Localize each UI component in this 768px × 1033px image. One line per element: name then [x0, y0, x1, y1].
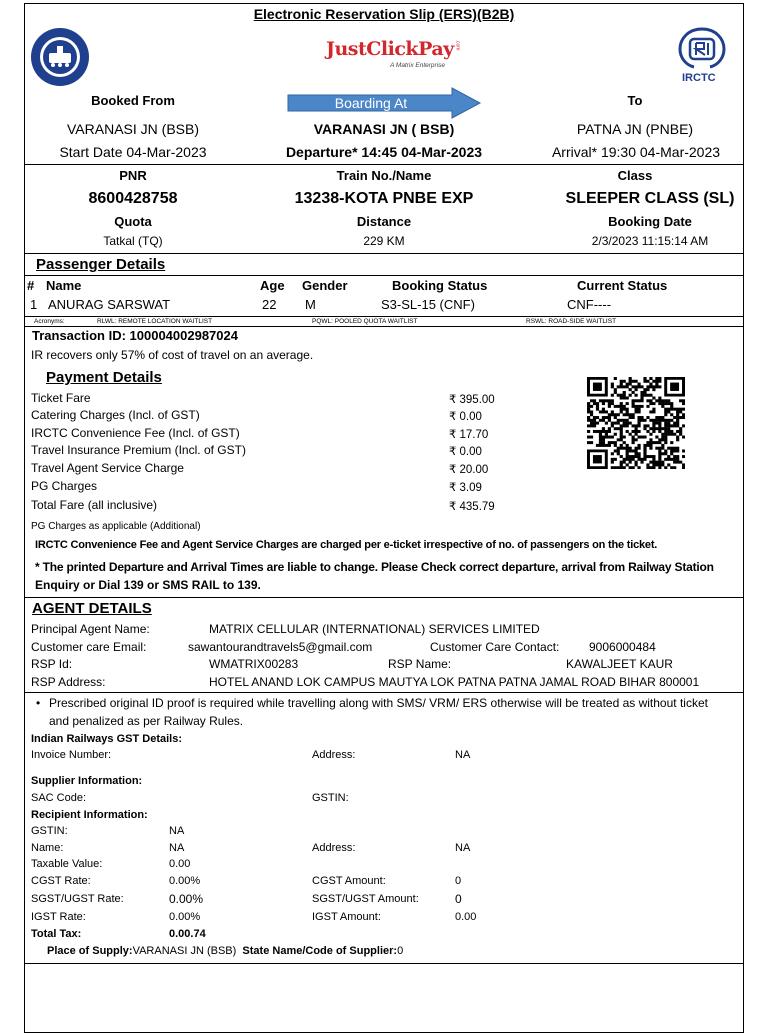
- fare-label-pg: PG Charges: [31, 479, 98, 493]
- passenger-booking-status: S3-SL-15 (CNF): [381, 297, 475, 312]
- fare-value-insurance: ₹ 0.00: [449, 446, 482, 458]
- fare-value-agent: ₹ 20.00: [449, 464, 489, 476]
- place-of-supply-value: VARANASI JN (BSB): [132, 945, 237, 957]
- qr-code-icon: [587, 377, 685, 469]
- justclickpay-logo: [326, 38, 461, 76]
- igst-rate-value: 0.00%: [169, 911, 201, 923]
- divider: [24, 164, 744, 165]
- supplier-gstin-label: GSTIN:: [312, 792, 349, 804]
- divider: [24, 326, 744, 327]
- rsp-address-value: HOTEL ANAND LOK CAMPUS MAUTYA LOK PATNA PATNA JAMAL ROAD BIHAR 800001: [209, 675, 700, 689]
- sac-code-label: SAC Code:: [31, 792, 87, 804]
- total-tax-label: Total Tax:: [31, 928, 82, 940]
- pnr-number: 8600428758: [88, 190, 178, 207]
- justclickpay-tagline: A Matrix Enterprise: [390, 62, 446, 69]
- distance-label: Distance: [356, 214, 412, 229]
- fare-label-convenience: IRCTC Convenience Fee (Incl. of GST): [31, 426, 240, 440]
- igst-amount-value: 0.00: [455, 911, 477, 923]
- col-name: Name: [46, 278, 82, 293]
- train-label: Train No./Name: [336, 168, 432, 183]
- recipient-address-value: NA: [455, 842, 471, 854]
- irctc-logo-text: IRCTC: [682, 72, 716, 84]
- bullet-icon: •: [36, 696, 41, 710]
- customer-contact-value: 9006000484: [589, 640, 656, 654]
- igst-amount-label: IGST Amount:: [312, 911, 381, 923]
- departure-time: Departure* 14:45 04-Mar-2023: [285, 144, 483, 160]
- principal-agent-label: Principal Agent Name:: [31, 622, 150, 636]
- cgst-rate-label: CGST Rate:: [31, 875, 91, 887]
- arrival-time: Arrival* 19:30 04-Mar-2023: [551, 144, 721, 160]
- justclickpay-suffix: .com: [454, 39, 461, 51]
- to-station: PATNA JN (PNBE): [576, 121, 694, 137]
- booking-date-value: 2/3/2023 11:15:14 AM: [591, 234, 709, 248]
- customer-email-value: sawantourandtravels5@gmail.com: [188, 640, 373, 654]
- sgst-amount-value: 0: [455, 892, 462, 906]
- pnr-label: PNR: [119, 168, 147, 183]
- fare-value-convenience: ₹ 17.70: [449, 429, 489, 441]
- id-proof-rule-line2: and penalized as per Railway Rules.: [49, 714, 244, 728]
- fare-label-total: Total Fare (all inclusive): [31, 498, 158, 512]
- col-num: #: [27, 278, 35, 293]
- fare-label-insurance: Travel Insurance Premium (Incl. of GST): [31, 443, 246, 457]
- sgst-amount-label: SGST/UGST Amount:: [312, 893, 419, 905]
- igst-rate-label: IGST Rate:: [31, 911, 86, 923]
- state-code-value: 0: [397, 945, 404, 957]
- principal-agent-value: MATRIX CELLULAR (INTERNATIONAL) SERVICES LIMITED: [209, 622, 540, 636]
- transaction-id: Transaction ID: 100004002987024: [32, 328, 238, 343]
- boarding-station: VARANASI JN ( BSB): [313, 121, 455, 137]
- divider: [24, 253, 744, 254]
- fare-value-total: ₹ 435.79: [449, 501, 495, 513]
- indian-railways-emblem-icon: [29, 26, 91, 88]
- fare-label-ticket: Ticket Fare: [31, 391, 91, 405]
- rsp-id-value: WMATRIX00283: [209, 657, 299, 671]
- customer-email-label: Customer care Email:: [31, 640, 147, 654]
- acronym-rswl: RSWL: ROAD-SIDE WAITLIST: [526, 318, 617, 325]
- rsp-id-label: RSP Id:: [31, 657, 73, 671]
- invoice-number-label: Invoice Number:: [31, 749, 112, 761]
- rsp-name-label: RSP Name:: [388, 657, 452, 671]
- quota-value: Tatkal (TQ): [103, 234, 163, 248]
- passenger-name: ANURAG SARSWAT: [48, 297, 171, 312]
- booked-from-label: Booked From: [91, 93, 175, 108]
- passenger-age: 22: [262, 297, 277, 312]
- cgst-rate-value: 0.00%: [169, 875, 201, 887]
- page-title: Electronic Reservation Slip (ERS)(B2B): [253, 6, 515, 22]
- timing-note-line2: Enquiry or Dial 139 or SMS RAIL to 139.: [35, 578, 261, 592]
- timing-note-line1: * The printed Departure and Arrival Times are liable to change. Please Check correct departure, arrival from Railway Station: [35, 560, 714, 574]
- recipient-address-label: Address:: [312, 842, 356, 854]
- quota-label: Quota: [114, 214, 152, 229]
- id-proof-rule-line1: Prescribed original ID proof is required while travelling along with SMS/ VRM/ ERS otherwise will be treated as without ticket: [49, 696, 708, 710]
- place-of-supply: [47, 945, 403, 957]
- fare-label-catering: Catering Charges (Incl. of GST): [31, 408, 200, 422]
- booking-date-label: Booking Date: [608, 214, 692, 229]
- divider: [24, 275, 744, 276]
- customer-contact-label: Customer Care Contact:: [430, 640, 560, 654]
- supplier-heading: Supplier Information:: [31, 775, 143, 787]
- agent-heading: AGENT DETAILS: [32, 600, 152, 617]
- passenger-gender: M: [305, 297, 316, 312]
- from-station: VARANASI JN (BSB): [67, 121, 199, 137]
- acronym-pqwl: PQWL: POOLED QUOTA WAITLIST: [312, 318, 418, 325]
- recipient-gstin-label: GSTIN:: [31, 825, 68, 837]
- sgst-rate-value: 0.00%: [169, 892, 204, 906]
- taxable-value-label: Taxable Value:: [31, 858, 103, 870]
- travel-class: SLEEPER CLASS (SL): [565, 190, 735, 207]
- recipient-name-label: Name:: [31, 842, 64, 854]
- col-booking-status: Booking Status: [392, 278, 488, 293]
- cgst-amount-value: 0: [455, 875, 462, 887]
- recipient-heading: Recipient Information:: [31, 809, 148, 821]
- rsp-name-value: KAWALJEET KAUR: [566, 657, 673, 671]
- passenger-current-status: CNF----: [567, 297, 612, 312]
- total-tax-value: 0.00.74: [169, 928, 206, 940]
- fare-label-agent: Travel Agent Service Charge: [31, 461, 184, 475]
- state-code-label: State Name/Code of Supplier:: [242, 945, 398, 957]
- place-of-supply-label: Place of Supply:: [47, 945, 133, 957]
- cgst-amount-label: CGST Amount:: [312, 875, 386, 887]
- passenger-num: 1: [30, 297, 38, 312]
- recipient-gstin-value: NA: [169, 825, 185, 837]
- convenience-fee-note: IRCTC Convenience Fee and Agent Service Charges are charged per e-ticket irrespective of no. of passengers on the ticket.: [35, 539, 658, 551]
- gst-address-value: NA: [455, 749, 471, 761]
- col-current-status: Current Status: [577, 278, 668, 293]
- divider: [24, 963, 744, 964]
- passenger-heading: Passenger Details: [36, 256, 166, 273]
- cost-recovery-note: IR recovers only 57% of cost of travel on an average.: [31, 348, 314, 362]
- divider: [24, 692, 744, 693]
- rsp-address-label: RSP Address:: [31, 675, 106, 689]
- acronyms-label: Acronyms:: [34, 318, 65, 325]
- class-label: Class: [617, 168, 653, 183]
- taxable-value: 0.00: [169, 858, 191, 870]
- sgst-rate-label: SGST/UGST Rate:: [31, 893, 124, 905]
- to-label: To: [627, 93, 643, 108]
- acronym-rlwl: RLWL: REMOTE LOCATION WAITLIST: [97, 318, 213, 325]
- divider: [24, 597, 744, 598]
- payment-heading: Payment Details: [46, 369, 162, 386]
- train-name: 13238-KOTA PNBE EXP: [294, 190, 474, 207]
- fare-value-catering: ₹ 0.00: [449, 411, 482, 423]
- start-date: Start Date 04-Mar-2023: [59, 144, 207, 160]
- pg-charges-note: PG Charges as applicable (Additional): [31, 521, 201, 532]
- col-gender: Gender: [302, 278, 348, 293]
- irctc-logo-icon: [676, 25, 728, 85]
- justclickpay-brand: JustClickPay: [326, 38, 454, 60]
- fare-value-ticket: ₹ 395.00: [449, 394, 495, 406]
- gst-address-label: Address:: [312, 749, 356, 761]
- distance-value: 229 KM: [363, 234, 405, 248]
- gst-heading: Indian Railways GST Details:: [31, 733, 182, 745]
- boarding-at-label: Boarding At: [334, 95, 408, 111]
- fare-value-pg: ₹ 3.09: [449, 482, 482, 494]
- recipient-name-value: NA: [169, 842, 185, 854]
- divider: [24, 316, 744, 317]
- col-age: Age: [260, 278, 285, 293]
